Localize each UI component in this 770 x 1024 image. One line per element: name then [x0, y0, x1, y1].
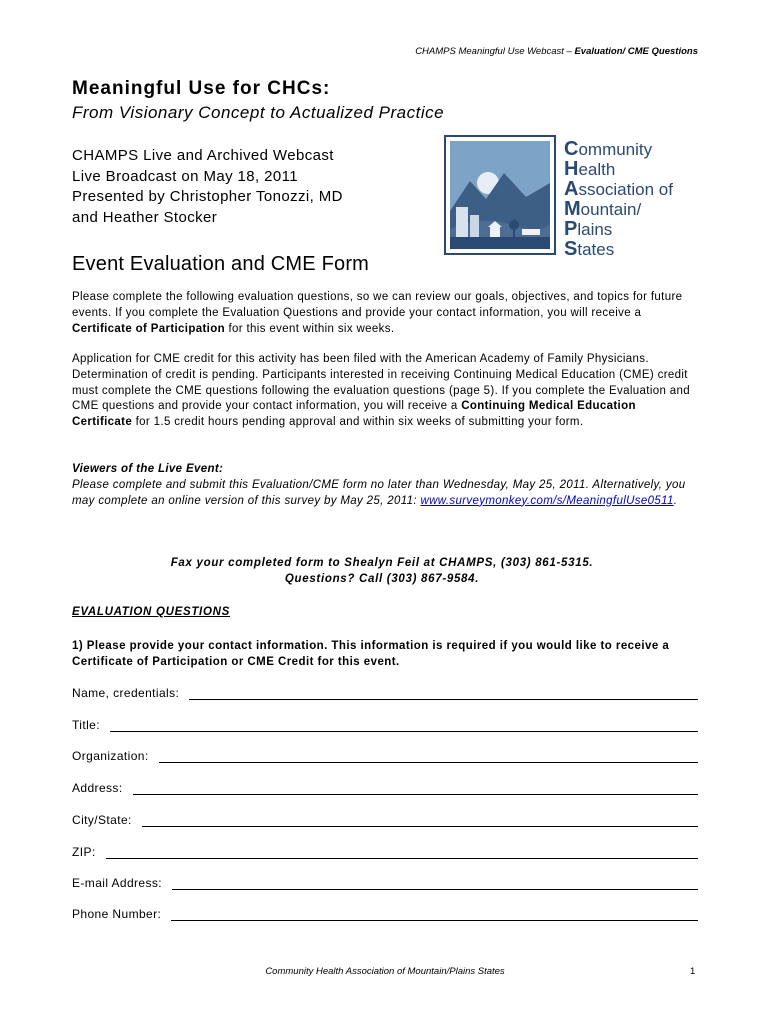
zip-input[interactable]: [106, 846, 698, 859]
organization-field: [72, 747, 698, 763]
viewers-tail: .: [673, 494, 678, 507]
building-icon: [470, 215, 479, 237]
viewers-heading: Viewers of the Live Event:: [72, 463, 224, 475]
zip-field: [72, 843, 698, 859]
field-label: Title:: [72, 718, 100, 732]
name-field: [72, 684, 698, 700]
email-input[interactable]: [172, 877, 698, 890]
document-title: Meaningful Use for CHCs:: [72, 78, 331, 99]
page-number: 1: [690, 966, 696, 977]
logo-ground: [450, 237, 550, 249]
webcast-line: Presented by Christopher Tonozzi, MD: [72, 188, 343, 205]
logo-text-association: Association of: [564, 178, 673, 200]
intro-paragraph: [72, 290, 692, 337]
fax-instructions: [72, 555, 692, 587]
page-header: [0, 46, 698, 57]
title-input[interactable]: [110, 719, 698, 732]
question-1: 1) Please provide your contact information. This information is required if you would like to receive a Certificate of Participation or CME Credit for this event.: [72, 640, 670, 668]
logo-text-health: Health: [564, 158, 616, 180]
field-label: ZIP:: [72, 845, 96, 859]
cme-tail: for 1.5 credit hours pending approval and within six weeks of submitting your form.: [132, 416, 584, 429]
page-footer: Community Health Association of Mountain/Plains States: [265, 966, 505, 977]
logo-text-community: Community: [564, 138, 653, 160]
evaluation-heading: EVALUATION QUESTIONS: [72, 606, 230, 618]
cme-text: Application for CME credit for this activity has been filed with the American Academy of Family Physicians. Determination of credit is pending. Participants interested in receiving Continuing Medical Education (CME) credit must complete the CME questions following the evaluation questions (page 5). If you complete the Evaluation and CME questions and provide your contact information, you will receive a: [72, 353, 691, 413]
address-input[interactable]: [133, 782, 698, 795]
webcast-line: Live Broadcast on May 18, 2011: [72, 167, 299, 185]
field-label: E-mail Address:: [72, 876, 163, 890]
webcast-info: [72, 146, 343, 228]
name-input[interactable]: [189, 687, 698, 700]
field-label: Address:: [72, 781, 123, 795]
viewers-section: [72, 462, 692, 509]
webcast-line: CHAMPS Live and Archived Webcast: [72, 147, 334, 164]
document-subtitle: From Visionary Concept to Actualized Practice: [72, 103, 445, 122]
address-field: [72, 779, 698, 795]
tree-icon: [509, 220, 519, 230]
phone-field: [72, 905, 698, 921]
cme-paragraph: [72, 352, 692, 431]
field-label: Organization:: [72, 749, 149, 763]
building-icon: [456, 207, 468, 237]
logo-text-plains: Plains: [564, 218, 613, 240]
fax-line: Fax your completed form to Shealyn Feil at CHAMPS, (303) 861-5315.: [170, 557, 594, 569]
viewers-text: Please complete and submit this Evaluation/CME form no later than Wednesday, May 25, 2011. Alternatively, you may complete an online version of this survey by May 25, 2011:: [72, 478, 686, 507]
tree-trunk-icon: [513, 229, 515, 237]
webcast-line: and Heather Stocker: [72, 208, 218, 226]
field-label: City/State:: [72, 813, 132, 827]
certificate-term: Certificate of Participation: [72, 322, 225, 335]
champs-logo: [442, 133, 692, 257]
house-icon: [490, 227, 500, 237]
city-state-input[interactable]: [142, 814, 698, 827]
title-field: [72, 716, 698, 732]
city-state-field: [72, 811, 698, 827]
intro-text: Please complete the following evaluation questions, so we can review our goals, objectives, and topics for future events. If you complete the Evaluation Questions and provide your contact information, you will receive a: [72, 291, 683, 319]
email-field: [72, 874, 698, 890]
bench-icon: [522, 229, 540, 235]
cme-certificate-term: Continuing Medical Education Certificate: [72, 400, 636, 429]
phone-input[interactable]: [171, 908, 698, 921]
questions-line: Questions? Call (303) 867-9584.: [284, 573, 480, 585]
field-label: Name, credentials:: [72, 686, 180, 700]
header-section: Evaluation/ CME Questions: [574, 46, 698, 57]
organization-input[interactable]: [159, 750, 698, 763]
logo-text-states: States: [564, 238, 615, 257]
header-prefix: CHAMPS Meaningful Use Webcast –: [415, 46, 575, 57]
field-label: Phone Number:: [72, 907, 162, 921]
logo-text-mountain: Mountain/: [564, 198, 642, 220]
survey-link[interactable]: www.surveymonkey.com/s/MeaningfulUse0511: [420, 494, 674, 507]
form-title: Event Evaluation and CME Form: [72, 253, 370, 275]
intro-tail: for this event within six weeks.: [224, 322, 395, 335]
